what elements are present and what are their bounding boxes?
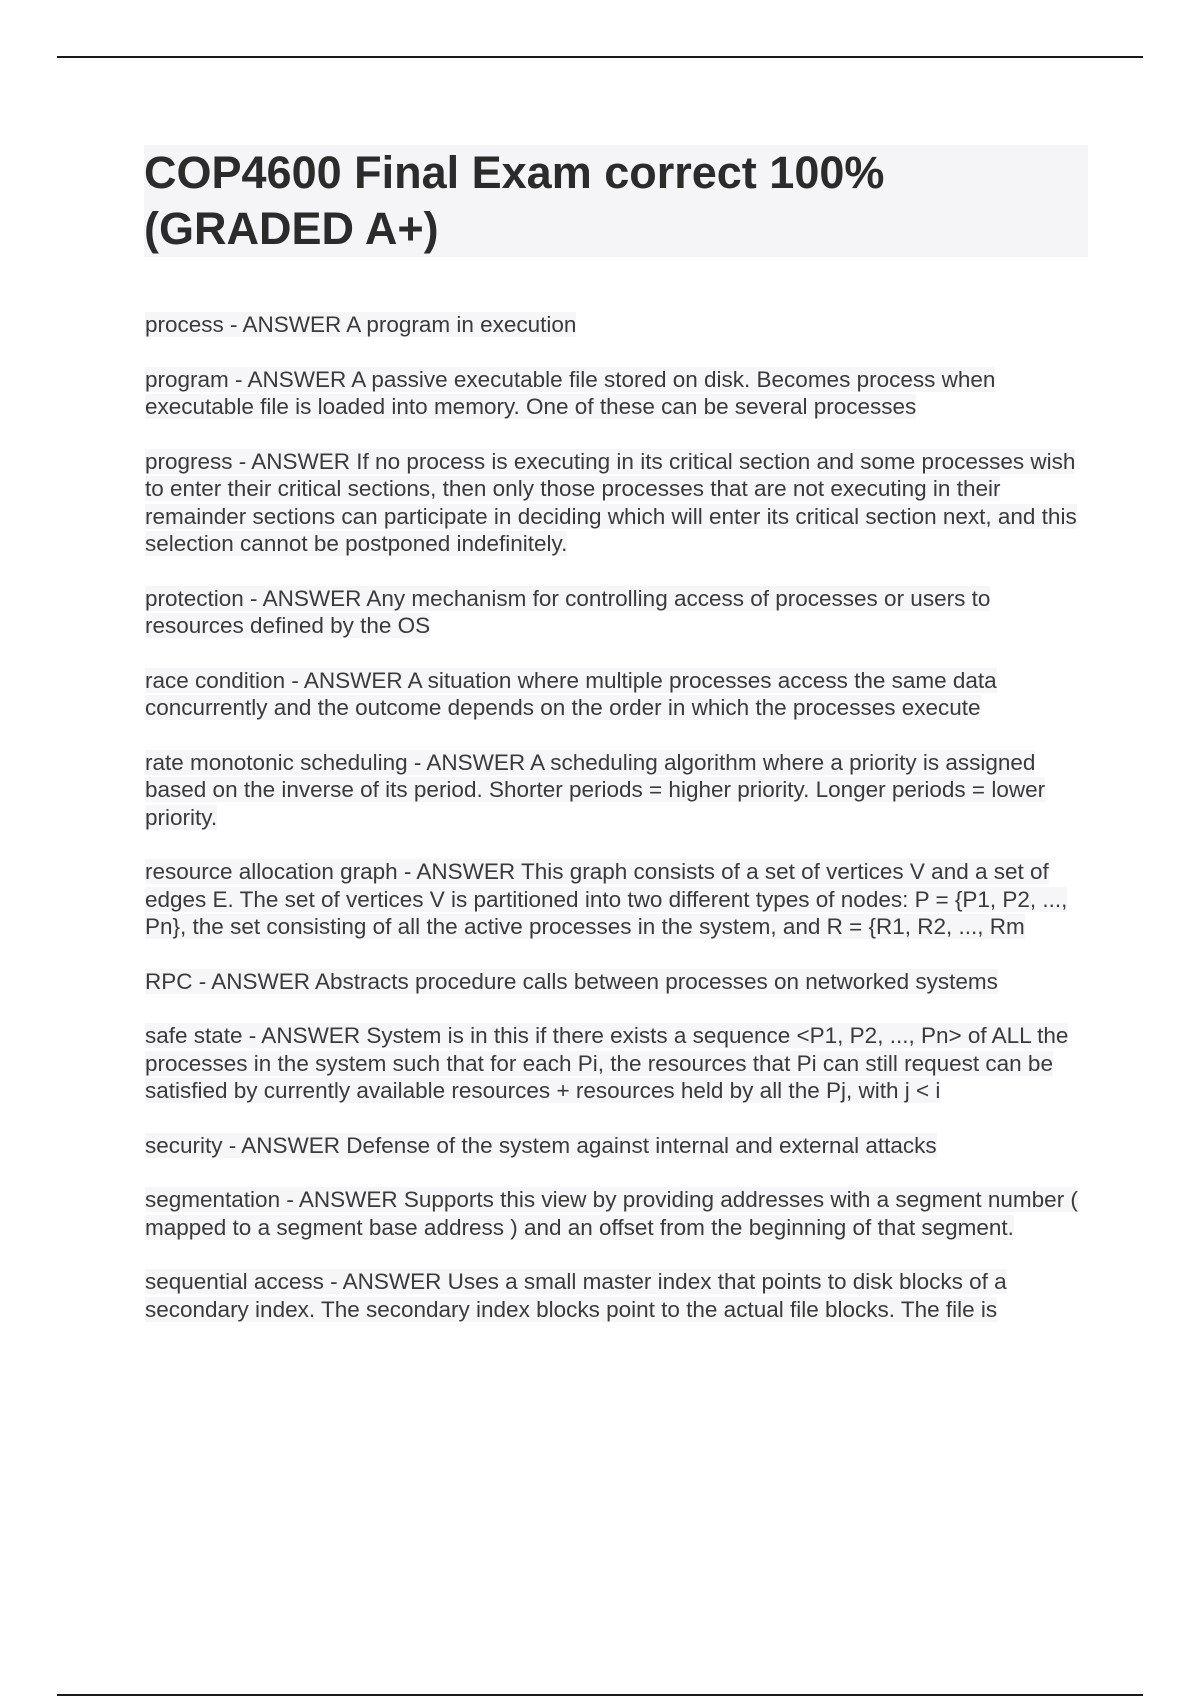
entry-text: security - ANSWER Defense of the system against internal and external attacks (145, 1132, 937, 1158)
entry-text: process - ANSWER A program in execution (145, 312, 577, 337)
entry-text: program - ANSWER A passive executable file stored on disk. Becomes process when executable file is loaded into memory. One of these can be several processes (145, 366, 996, 419)
header-rule (57, 56, 1143, 58)
entry-progress (145, 448, 1090, 558)
entry-text: segmentation - ANSWER Supports this view by providing addresses with a segment number ( mapped to a segment base address ) and an offset from the beginning of that segment. (145, 1187, 1078, 1240)
document-title: COP4600 Final Exam correct 100% (GRADED A+) (144, 147, 885, 254)
entry-safe-state (145, 1022, 1090, 1105)
entry-program (145, 366, 1090, 421)
entry-text: progress - ANSWER If no process is executing in its critical section and some processes wish to enter their critical sections, then only those processes that are not executing in their remainder sections can participate in deciding which will enter its critical section next, and this selection cannot be postponed indefinitely. (145, 448, 1077, 556)
footer-rule (57, 1694, 1143, 1696)
entry-text: protection - ANSWER Any mechanism for controlling access of processes or users to resources defined by the OS (145, 585, 991, 638)
entry-text: rate monotonic scheduling - ANSWER A scheduling algorithm where a priority is assigned based on the inverse of its period. Shorter periods = higher priority. Longer periods = lower priority. (145, 749, 1046, 830)
entry-process (145, 311, 1090, 339)
entry-rpc (145, 968, 1090, 996)
entry-resource-allocation-graph (145, 858, 1090, 941)
entry-list (145, 311, 1090, 1350)
entry-text: race condition - ANSWER A situation where multiple processes access the same data concurrently and the outcome depends on the order in which the processes execute (145, 667, 997, 720)
entry-race-condition (145, 667, 1090, 722)
title-block (144, 145, 1088, 257)
entry-sequential-access (145, 1268, 1090, 1323)
entry-protection (145, 585, 1090, 640)
entry-rate-monotonic-scheduling (145, 749, 1090, 832)
entry-segmentation (145, 1186, 1090, 1241)
entry-text: resource allocation graph - ANSWER This graph consists of a set of vertices V and a set of edges E. The set of vertices V is partitioned into two different types of nodes: P = {P1, P2, ..., Pn}, the set consisting of all the active processes in the system, and R = {R1, R2, ..., Rm (145, 859, 1068, 939)
entry-text: safe state - ANSWER System is in this if there exists a sequence <P1, P2, ..., Pn> of ALL the processes in the system such that for each Pi, the resources that Pi can still request can be satisfied by currently available resources + resources held by all the Pj, with j < i (145, 1023, 1069, 1103)
entry-text: sequential access - ANSWER Uses a small master index that points to disk blocks of a secondary index. The secondary index blocks point to the actual file blocks. The file is (145, 1269, 1007, 1322)
entry-text: RPC - ANSWER Abstracts procedure calls between processes on networked systems (145, 968, 998, 994)
entry-security (145, 1132, 1090, 1160)
